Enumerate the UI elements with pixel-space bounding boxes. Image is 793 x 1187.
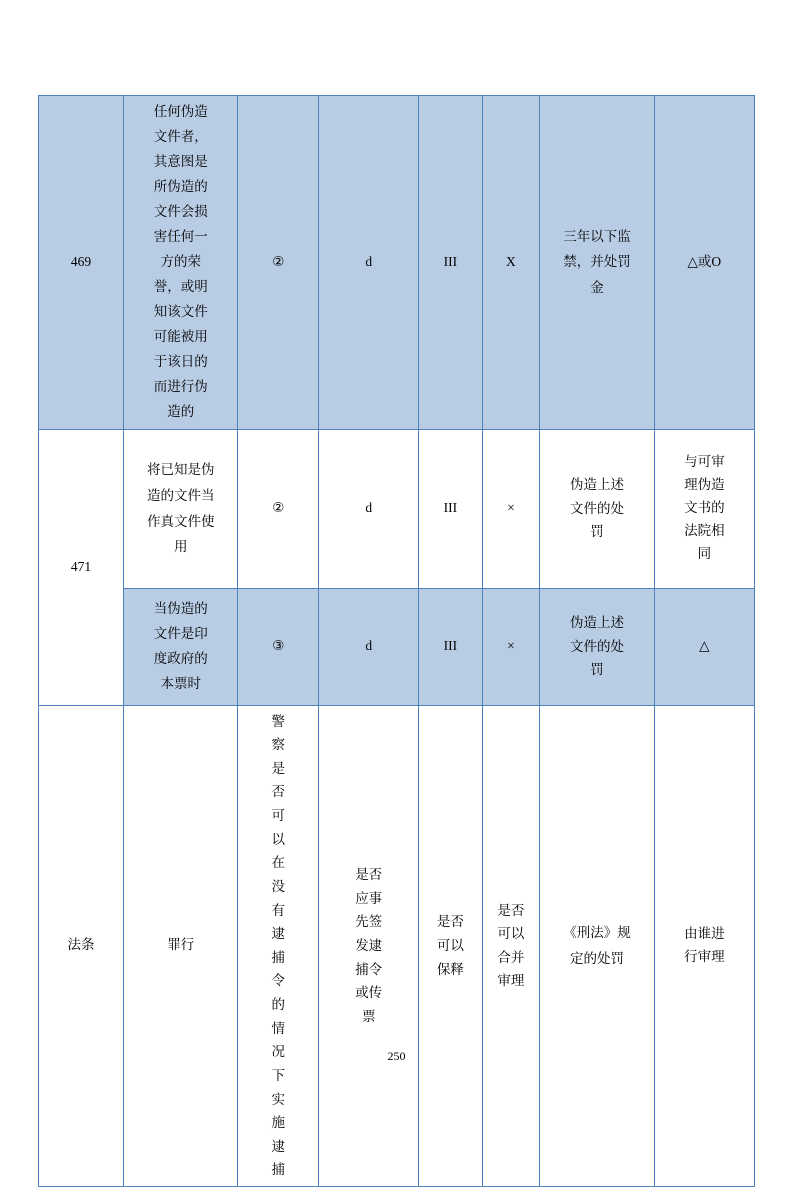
header-section: 法条 xyxy=(39,705,124,1187)
header-offence: 罪行 xyxy=(124,705,238,1187)
table-row xyxy=(39,588,755,705)
cell-arrest-without-warrant: ② xyxy=(238,429,319,588)
table-row xyxy=(39,429,755,588)
cell-offence xyxy=(124,429,238,588)
cell-bailable: III xyxy=(419,588,482,705)
cell-punishment-text: 伪造上述文件的处罚 xyxy=(569,615,624,678)
cell-offence-text: 将已知是伪造的文件当作真文件使用 xyxy=(146,462,215,555)
header-warrant-or-summons xyxy=(319,705,419,1187)
cell-arrest-without-warrant: ② xyxy=(238,96,319,430)
cell-triable-by: △或O xyxy=(654,96,754,430)
cell-offence xyxy=(124,96,238,430)
cell-punishment xyxy=(540,429,654,588)
cell-compoundable: × xyxy=(482,429,540,588)
cell-section-number: 469 xyxy=(39,96,124,430)
header-arrest-without-warrant-text: 警察是否可以在没有逮捕令的情况下实施逮捕 xyxy=(271,713,285,1178)
header-triable-by xyxy=(654,705,754,1187)
cell-triable-by: △ xyxy=(654,588,754,705)
header-arrest-without-warrant xyxy=(238,705,319,1187)
cell-punishment xyxy=(540,96,654,430)
header-punishment xyxy=(540,705,654,1187)
cell-arrest-without-warrant: ③ xyxy=(238,588,319,705)
cell-offence-text: 当伪造的文件是印度政府的本票时 xyxy=(153,600,208,691)
cell-warrant-or-summons: d xyxy=(319,588,419,705)
cell-punishment-text: 三年以下监禁，并处罚金 xyxy=(563,228,631,296)
cell-bailable: III xyxy=(419,429,482,588)
legal-provisions-table xyxy=(38,95,755,1187)
table-row xyxy=(39,96,755,430)
cell-bailable: III xyxy=(419,96,482,430)
cell-compoundable: × xyxy=(482,588,540,705)
page-number: 250 xyxy=(387,1049,406,1063)
cell-offence xyxy=(124,588,238,705)
cell-warrant-or-summons: d xyxy=(319,429,419,588)
header-bailable xyxy=(419,705,482,1187)
table-header-row xyxy=(39,705,755,1187)
cell-compoundable: X xyxy=(482,96,540,430)
cell-warrant-or-summons: d xyxy=(319,96,419,430)
cell-section-number: 471 xyxy=(39,429,124,705)
cell-offence-text: 任何伪造文件者，其意图是所伪造的文件会损害任何一方的荣誉，或明知该文件可能被用于该日的而进行伪造的 xyxy=(153,104,208,419)
header-punishment-text: 《刑法》规定的处罚 xyxy=(563,925,631,966)
header-compoundable-text: 是否可以合并审理 xyxy=(497,902,525,989)
cell-triable-by-text: 与可审理伪造文书的法院相同 xyxy=(684,454,725,561)
header-bailable-text: 是否可以保释 xyxy=(436,914,464,977)
cell-punishment-text: 伪造上述文件的处罚 xyxy=(569,477,624,540)
cell-punishment xyxy=(540,588,654,705)
header-warrant-or-summons-text: 是否应事先签发逮捕令或传票 xyxy=(355,867,383,1024)
header-triable-by-text: 由谁进行审理 xyxy=(684,925,725,964)
cell-triable-by xyxy=(654,429,754,588)
header-compoundable xyxy=(482,705,540,1187)
